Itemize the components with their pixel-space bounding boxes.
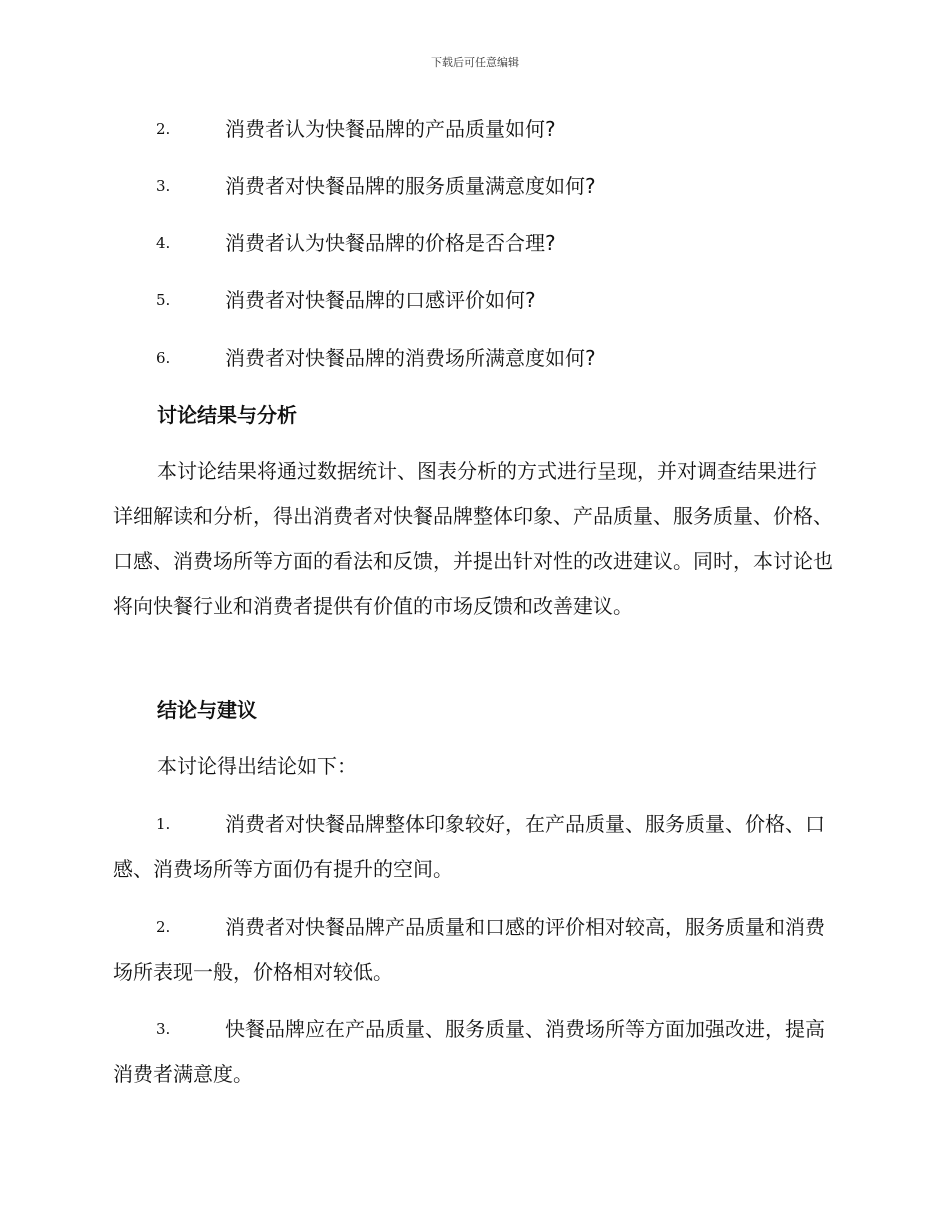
question-number: 2.: [156, 120, 171, 138]
question-text: 消费者对快餐品牌的口感评价如何?: [225, 288, 536, 312]
question-text: 消费者认为快餐品牌的产品质量如何?: [225, 117, 556, 141]
question-item: [113, 278, 835, 323]
conclusion-text: 快餐品牌应在产品质量、服务质量、消费场所等方面加强改进，提高消费者满意度。: [113, 1017, 825, 1086]
conclusion-item: [113, 1007, 835, 1097]
question-text: 消费者对快餐品牌的消费场所满意度如何?: [225, 346, 596, 370]
conclusion-number: 2.: [156, 918, 171, 936]
question-number: 4.: [156, 234, 171, 252]
results-heading: 讨论结果与分析: [157, 403, 297, 427]
conclusions-heading: 结论与建议: [157, 698, 257, 722]
conclusions-intro: 本讨论得出结论如下：: [157, 754, 357, 778]
question-item: [113, 164, 835, 209]
question-item: [113, 107, 835, 152]
question-text: 消费者对快餐品牌的服务质量满意度如何?: [225, 174, 596, 198]
header-note: 下载后可任意编辑: [431, 56, 519, 69]
results-paragraph: 本讨论结果将通过数据统计、图表分析的方式进行呈现，并对调查结果进行详细解读和分析，得出消费者对快餐品牌整体印象、产品质量、服务质量、价格、口感、消费场所等方面的看法和反馈，并提出针对性的改进建议。同时，本讨论也将向快餐行业和消费者提供有价值的市场反馈和改善建议。: [113, 459, 833, 618]
question-number: 6.: [156, 349, 171, 367]
conclusion-number: 3.: [156, 1020, 171, 1038]
question-number: 3.: [156, 177, 171, 195]
question-text: 消费者认为快餐品牌的价格是否合理?: [225, 231, 556, 255]
conclusion-item: [113, 802, 835, 892]
conclusion-item: [113, 905, 835, 995]
conclusion-number: 1.: [156, 815, 171, 833]
question-item: [113, 221, 835, 266]
question-number: 5.: [156, 291, 171, 309]
conclusion-text: 消费者对快餐品牌产品质量和口感的评价相对较高，服务质量和消费场所表现一般，价格相对较低。: [113, 915, 825, 984]
question-item: [113, 336, 835, 381]
conclusion-text: 消费者对快餐品牌整体印象较好，在产品质量、服务质量、价格、口感、消费场所等方面仍有提升的空间。: [113, 812, 825, 881]
